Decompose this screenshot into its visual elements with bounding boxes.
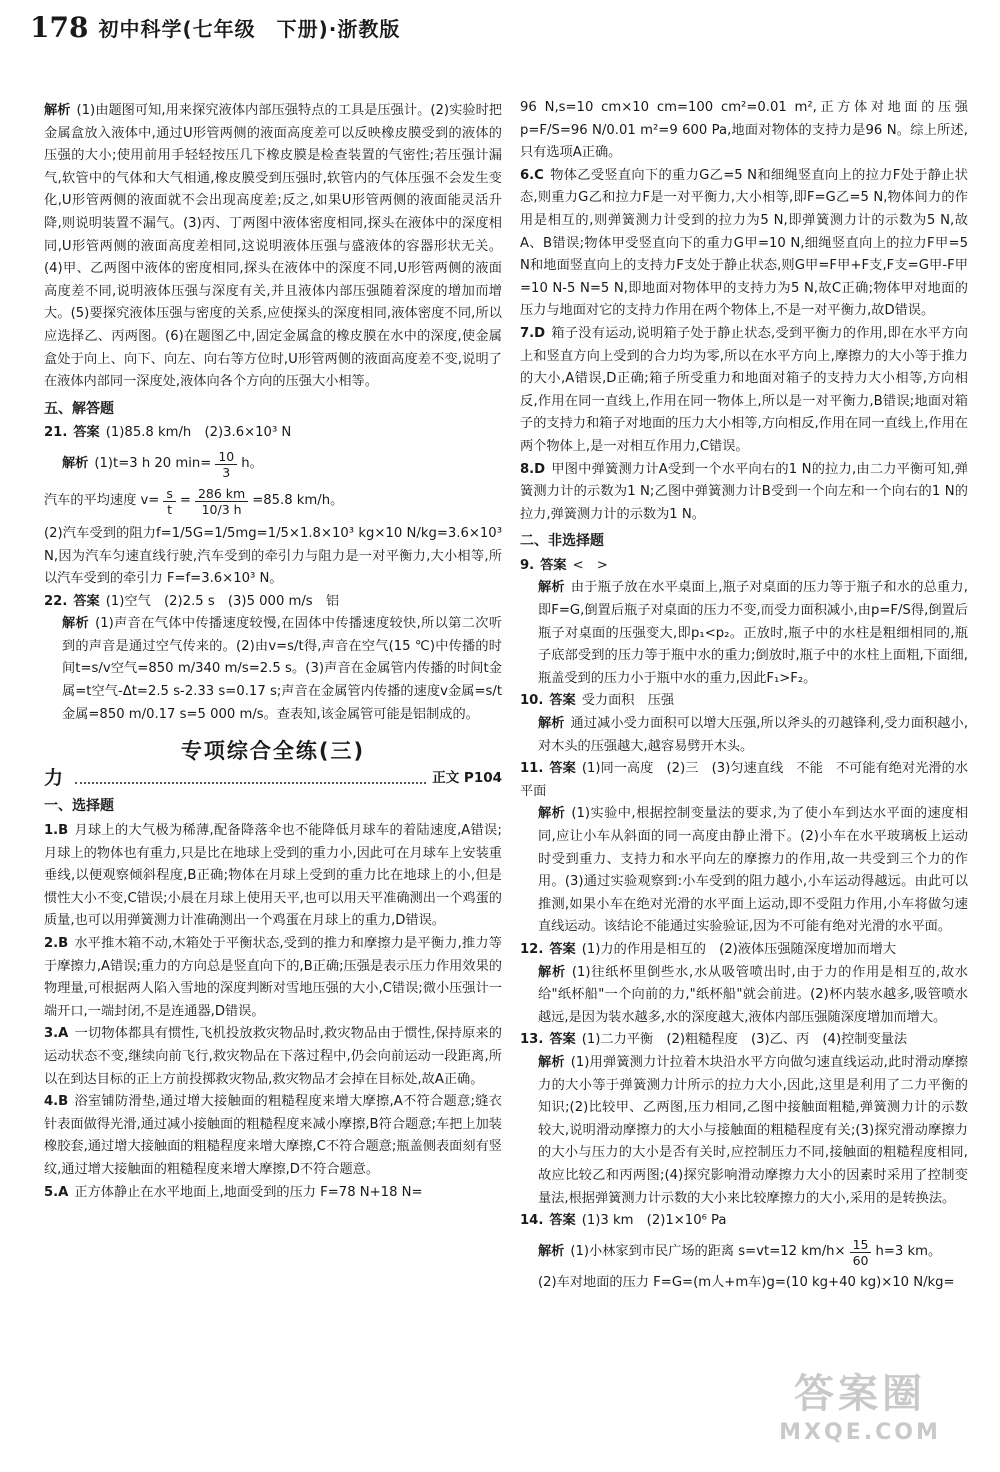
question-4: 4.B 浴室铺防滑垫,通过增大接触面的粗糙程度来增大摩擦,A不符合题意;缝衣针表面做得光滑,通过减小接触面的粗糙程度来减小摩擦,B符合题意;车把上加装橡胶套,通过增大接触面的粗糙程度来增大摩擦,C不符合题意;瓶盖侧表面刻有竖纹,通过增大接触面的粗糙程度来增大摩擦,D不符合题意。 bbox=[44, 1094, 502, 1177]
question-9: 9. 答案 < > 解析 由于瓶子放在水平桌面上,瓶子对桌面的压力等于瓶子和水的总重力,即F=G,倒置后瓶子对桌面的压力不变,而受力面积减小,由p=F/S得,倒置后瓶子对桌面的压强变大,即p₁<p₂。正放时,瓶子中的水柱是粗细相同的,瓶子底部受到的压力等于瓶中水的重力;倒放时,瓶子中的水柱上面粗,下面细,瓶盖受到的压力小于瓶中水的重力,因此F₁>F₂。 bbox=[520, 557, 969, 686]
question-2: 2.B 水平推木箱不动,木箱处于平衡状态,受到的推力和摩擦力是平衡力,推力等于摩擦力,A错误;重力的方向总是竖直向下的,B正确;压强是表示压力作用效果的物理量,可根据两人陷入雪地的深度判断对雪地压强的大小,C错误;微小压强计一端开口,一端封闭,不是连通器,D错误。 bbox=[44, 936, 502, 1019]
q21-line1a: (1)t=3 h 20 min= bbox=[94, 456, 212, 472]
q14-frac: $\frac{15}{60}$ bbox=[850, 1237, 872, 1268]
question-1: 1.B 月球上的大气极为稀薄,配备降落伞也不能降低月球车的着陆速度,A错误;月球上的物体也有重力,只是比在地球上受到的重力小,因此可在月球车上安装重垂线,以便观察倾斜程度,B正确;物体在月球上受到的重力比在地球上的小,但是惯性大小不变,C错误;小晨在月球上使用天平,也可以用天平准确测出一个鸡蛋的质量,也可以用弹簧测力计准确测出一个鸡蛋在月球上的重力,D错误。 bbox=[44, 823, 502, 929]
q21-answer-label: 答案 bbox=[73, 425, 100, 441]
q21-analysis-label: 解析 bbox=[62, 456, 89, 472]
question-5: 5.A 正方体静止在水平地面上,地面受到的压力 F=78 N+18 N= bbox=[44, 1184, 423, 1200]
section-heading-1: 一、选择题 bbox=[44, 798, 114, 815]
question-12: 12. 答案 (1)力的作用是相互的 (2)液体压强随深度增加而增大 解析 (1)往纸杯里倒些水,水从吸管喷出时,由于力的作用是相互的,故水给"纸杯船"一个向前的力,"纸杯船"就会前进。(2)杯内装水越多,吸管喷水越远,是因为装水越多,水的深度越大,液体内部压强随深度增加而增大。 bbox=[520, 941, 968, 1025]
question-22 bbox=[44, 591, 502, 727]
q21-line2a: 汽车的平均速度 v= bbox=[44, 493, 160, 509]
special-section-subtitle bbox=[44, 767, 502, 790]
page-header bbox=[30, 8, 500, 46]
analysis-paragraph bbox=[44, 100, 502, 394]
q21-frac-2: $\frac{s}{t}$ bbox=[163, 486, 176, 517]
leader-dots bbox=[75, 772, 426, 784]
question-8: 8.D 甲图中弹簧测力计A受到一个水平向右的1 N的拉力,由二力平衡可知,弹簧测力计的示数为1 N;乙图中弹簧测力计B受到一个向左和一个向右的1 N的拉力,弹簧测力计的示数为1 N。 bbox=[520, 461, 968, 522]
page-number: 178 bbox=[30, 10, 89, 44]
question-11: 11. 答案 (1)同一高度 (2)三 (3)匀速直线 不能 不可能有绝对光滑的水平面 解析 (1)实验中,根据控制变量法的要求,为了使小车到达水平面的速度相同,应让小车从斜面的同一高度由静止滑下。(2)小车在水平玻璃板上运动时受到重力、支持力和水平向左的摩擦力的作用,故一共受到三个力的作用。(3)通过实验观察到:小车受到的阻力越小,小车运动得越远。由此可以推测,如果小车在绝对光滑的水平面上运动,即不受阻力作用,小车将做匀速直线运动。该结论不能通过实验验证,因为不可能有绝对光滑的水平面。 bbox=[520, 761, 969, 935]
question-13: 13. 答案 (1)二力平衡 (2)粗糙程度 (3)乙、丙 (4)控制变量法 解析 (1)用弹簧测力计拉着木块沿水平方向做匀速直线运动,此时滑动摩擦力的大小等于弹簧测力计所示的拉力大小,因此,这里是利用了二力平衡的知识;(2)比较甲、乙两图,压力相同,乙图中接触面粗糙,弹簧测力计的示数较大,说明滑动摩擦力的大小与接触面的粗糙程度有关;(3)探究滑动摩擦力的大小与压力的大小是否有关时,应控制压力不同,接触面的粗糙程度相同,故应比较乙和丙两图;(4)探究影响滑动摩擦力大小的因素时采用了控制变量法,根据弹簧测力计示数的大小来比较摩擦力的大小,采用的是转换法。 bbox=[520, 1032, 968, 1206]
q22-answer: (1)空气 (2)2.5 s (3)5 000 m/s 铝 bbox=[105, 593, 340, 609]
question-7: 7.D 箱子没有运动,说明箱子处于静止状态,受到平衡力的作用,即在水平方向上和竖直方向上受到的合力均为零,所以在水平方向上,摩擦力的大小等于推力的大小,A错误,D正确;箱子所受重力和地面对箱子的支持力大小相等,方向相反,作用在同一直线上,作用在同一物体上,所以是一对平衡力,B错误;地面对箱子的支持力和箱子对地面的压力大小相等,方向相反,作用在同一直线上,作用在两个物体上,是一对相互作用力,C错误。 bbox=[520, 325, 968, 454]
topic-force: 力 bbox=[44, 766, 64, 789]
q11-answer: (1)同一高度 (2)三 (3)匀速直线 不能 不可能有绝对光滑的水平面 bbox=[520, 761, 969, 799]
q21-frac-3: $\frac{286 km}{10/3 h}$ bbox=[195, 486, 248, 517]
question-21: 21. 答案 (1)85.8 km/h (2)3.6×10³ N 解析 (1)t=3 h 20 min= $\frac{10}{3}$ h。 汽车的平均速度 v= $\frac{s}{t}$ = $\frac{286 km}{10/3 h}$ =85.8 km/h。 (2)汽车受到的阻力f=1/5G=1/5mg=1/5×1.8×10³ kg×10 N/kg=3.6×10³ N,因为汽车匀速直线行驶,汽车受到的牵引力与阻力是一对平衡力,大小相等,所以汽车受到的牵引力 F=f=3.6×10³ N。 bbox=[44, 422, 502, 590]
question-10: 10. 答案 受力面积 压强 解析 通过减小受力面积可以增大压强,所以斧头的刃越锋利,受力面积越小,对木头的压强越大,越容易劈开木头。 bbox=[520, 693, 969, 754]
site-watermark: 答案圈 MXQE.COM bbox=[779, 1371, 941, 1445]
q13-answer: (1)二力平衡 (2)粗糙程度 (3)乙、丙 (4)控制变量法 bbox=[581, 1032, 908, 1048]
q10-answer: 受力面积 压强 bbox=[581, 693, 675, 709]
left-column bbox=[44, 100, 502, 1204]
q21-number: 21. bbox=[44, 425, 68, 441]
q22-text: (1)声音在气体中传播速度较慢,在固体中传播速度较快,所以第二次听到的声音是通过空气传来的。(2)由v=s/t得,声音在空气(15 ℃)中传播的时间t=s/v空气=850 m/340 m/s=2.5 s。(3)声音在金属管内传播的时间t金属=t空气-Δt=2.5 s-2.33 s=0.17 s;声音在金属管内传播的速度v金属=s/t金属=850 m/0.17 s=5 000 m/s。查表知,该金属管可能是铝制成的。 bbox=[62, 616, 503, 722]
q21-line3: (2)汽车受到的阻力f=1/5G=1/5mg=1/5×1.8×10³ kg×10 N/kg=3.6×10³ N,因为汽车匀速直线行驶,汽车受到的牵引力与阻力是一对平衡力,大小相等,所以汽车受到的牵引力 F=f=3.6×10³ N。 bbox=[44, 525, 502, 587]
analysis-text: (1)由题图可知,用来探究液体内部压强特点的工具是压强计。(2)实验时把金属盒放入液体中,通过U形管两侧的液面高度差可以反映橡皮膜受到的液体的压强的大小;使用前用手轻轻按压几下橡皮膜是检查装置的气密性;若压强计漏气,软管中的气体和大气相通,橡皮膜受到压强时,软管内的气体压强不会发生变化,U形管两侧的液面就不会出现高度差;反之,如果U形管两侧的液面能灵活升降,则说明装置不漏气。(3)丙、丁两图中液体密度相同,探头在液体中的深度相同,U形管两侧的液面高度差相同,这说明液体压强与盛液体的容器形状无关。(4)甲、乙两图中液体的密度相同,探头在液体中的深度不同,U形管两侧的液面高度差不同,说明液体压强与深度有关,并且液体内部压强随着深度的增加而增大。(5)要探究液体压强与密度的关系,应使探头的深度相同,液体密度不同,所以应选择乙、丙两图。(6)在题图乙中,固定金属盒的橡皮膜在水中的深度,使金属盒处于向上、向下、向左、向右等方位时,U形管两侧的液面高度差不变,说明了在液体内部同一深度处,液体向各个方向的压强大小相等。 bbox=[44, 103, 502, 390]
q22-analysis-label: 解析 bbox=[62, 616, 90, 632]
section-heading-5: 五、解答题 bbox=[44, 400, 114, 417]
question-5-continued: 96 N,s=10 cm×10 cm=100 cm²=0.01 m²,正方体对地面的压强 p=F/S=96 N/0.01 m²=9 600 Pa,地面对物体的支持力是96 N。综上所述,只有选项A正确。 bbox=[520, 100, 968, 161]
q21-line1b: h。 bbox=[241, 456, 263, 472]
textbook-reference: 正文 P104 bbox=[432, 769, 502, 786]
book-title: 初中科学(七年级 下册)·浙教版 bbox=[98, 16, 401, 41]
q22-answer-label: 答案 bbox=[73, 593, 100, 609]
special-section-title: 专项综合全练(三) bbox=[180, 739, 366, 764]
q22-number: 22. bbox=[44, 593, 68, 609]
q14-answer: (1)3 km (2)1×10⁶ Pa bbox=[581, 1213, 727, 1229]
question-3: 3.A 一切物体都具有惯性,飞机投放救灾物品时,救灾物品由于惯性,保持原来的运动状态不变,继续向前飞行,救灾物品在下落过程中,仍会向前运动一段距离,所以在到达目标的正上方前投掷救灾物品,救灾物品才会掉在目标处,故A正确。 bbox=[44, 1026, 502, 1087]
question-6: 6.C 物体乙受竖直向下的重力G乙=5 N和细绳竖直向上的拉力F处于静止状态,则重力G乙和拉力F是一对平衡力,大小相等,即F=G乙=5 N,物体间力的作用是相互的,则弹簧测力计受到的拉力为5 N,即弹簧测力计的示数为5 N,故A、B错误;物体甲受竖直向下的重力G甲=10 N,细绳竖直向上的拉力F甲=5 N和地面竖直向上的支持力F支处于静止状态,则G甲=F甲+F支,F支=G甲-F甲=10 N-5 N=5 N,即地面对物体甲的支持力为5 N,故C正确;物体甲对地面的压力与地面对它的支持力作用在两个物体上,不是一对平衡力,故D错误。 bbox=[520, 167, 968, 319]
analysis-label: 解析 bbox=[44, 103, 71, 118]
section-heading-2: 二、非选择题 bbox=[520, 533, 604, 550]
q12-answer: (1)力的作用是相互的 (2)液体压强随深度增加而增大 bbox=[581, 941, 897, 957]
q21-line2b: =85.8 km/h。 bbox=[252, 493, 344, 509]
right-column bbox=[520, 97, 968, 1294]
question-14: 14. 答案 (1)3 km (2)1×10⁶ Pa 解析 (1)小林家到市民广场的距离 s=vt=12 km/h× $\frac{15}{60}$ h=3 km。 (2)车对地面的压力 F=G=(m人+m车)g=(10 kg+40 kg)×10 N/kg= bbox=[520, 1213, 955, 1290]
q9-answer: < > bbox=[572, 557, 608, 573]
q21-answer: (1)85.8 km/h (2)3.6×10³ N bbox=[105, 425, 292, 441]
q21-frac-1: $\frac{10}{3}$ bbox=[215, 449, 237, 480]
